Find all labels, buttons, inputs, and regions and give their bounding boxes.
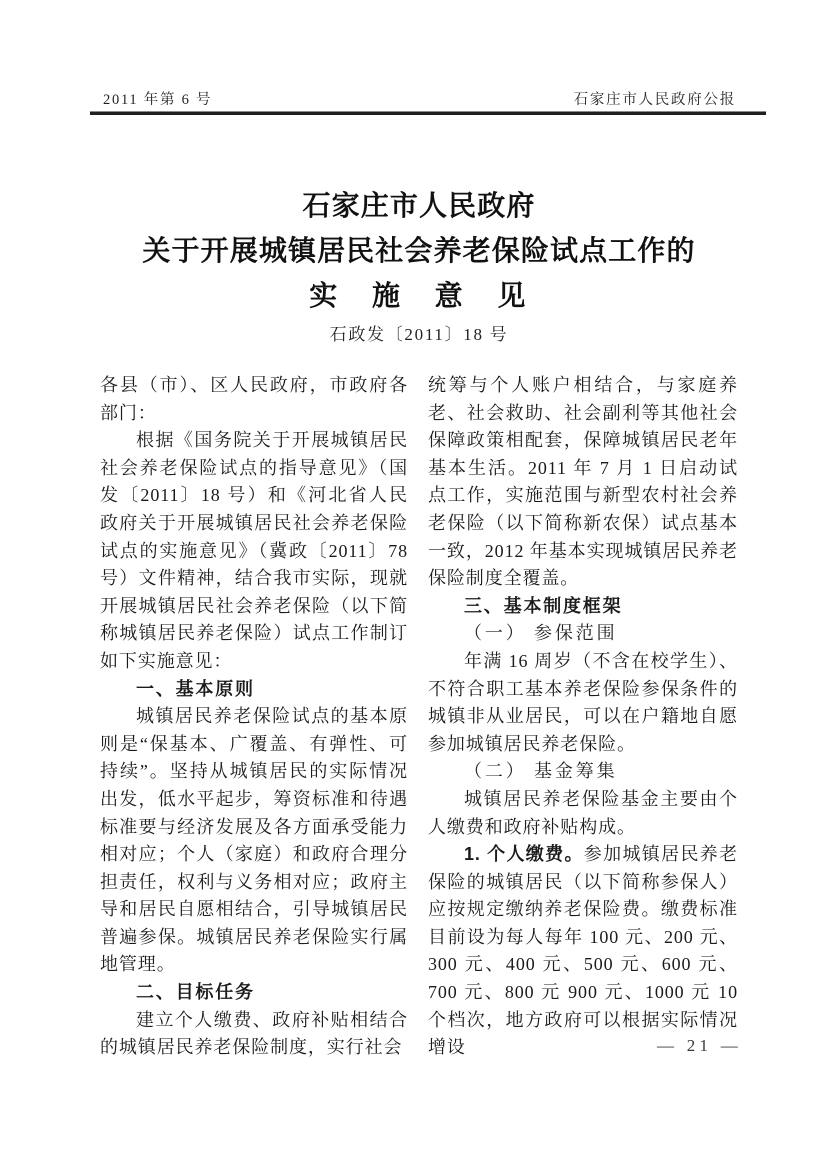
title-line-subject: 关于开展城镇居民社会养老保险试点工作的	[142, 236, 696, 267]
page-header	[103, 88, 736, 109]
text-column-right	[428, 372, 738, 1062]
paragraph: 城镇居民养老保险基金主要由个人缴费和政府补贴构成。	[428, 788, 738, 837]
paragraph: 1. 个人缴费。参加城镇居民养老保险的城镇居民（以下简称参保人）应按规定缴纳养老保险费。缴费标准目前设为每人每年 100 元、200 元、300 元、400 元、500 元、600 元、700 元、800 元 900 元、1000 元 10 个档次，地方政府可以根据实际情况增设	[428, 844, 738, 1058]
header-rule	[90, 111, 766, 115]
paragraph: 城镇居民养老保险试点的基本原则是“保基本、广覆盖、有弹性、可持续”。坚持从城镇居民的实际情况出发，低水平起步，筹资标准和待遇标准要与经济发展及各方面承受能力相对应；个人（家庭）和政府合理分担责任，权利与义务相对应；政府主导和居民自愿相结合，引导城镇居民普遍参保。城镇居民养老保险实行属地管理。	[100, 706, 408, 975]
sub-section-heading: （一） 参保范围	[464, 623, 618, 644]
document-title	[100, 184, 738, 319]
section-heading: 三、基本制度框架	[464, 595, 623, 616]
paragraph: 根据《国务院关于开展城镇居民社会养老保险试点的指导意见》（国发〔2011〕18 号）和《河北省人民政府关于开展城镇居民社会养老保险试点的实施意见》（冀政〔2011〕78 号）文件精神，结合我市实际，现就开展城镇居民社会养老保险（以下简称城镇居民养老保险）试点工作制订如下实施意见：	[100, 430, 408, 671]
paragraph: 各县（市）、区人民政府，市政府各部门：	[100, 375, 408, 423]
header-issue-number: 2011 年第 6 号	[103, 92, 213, 108]
document-number: 石政发〔2011〕18 号	[329, 325, 509, 344]
title-line-authority: 石家庄市人民政府	[302, 191, 536, 222]
title-line-doctype: 实 施 意 见	[309, 281, 529, 312]
paragraph: 年满 16 周岁（不含在校学生）、不符合职工基本养老保险参保条件的城镇非从业居民，可以在户籍地自愿参加城镇居民养老保险。	[428, 650, 738, 754]
header-gazette-title: 石家庄市人民政府公报	[573, 92, 736, 108]
paragraph-lead: 1. 个人缴费。	[464, 844, 584, 865]
section-heading: 一、基本原则	[136, 678, 255, 699]
page-number: — 21 —	[657, 1036, 742, 1055]
paragraph: 建立个人缴费、政府补贴相结合的城镇居民养老保险制度，实行社会	[100, 1009, 408, 1058]
section-heading: 二、目标任务	[136, 982, 255, 1003]
sub-section-heading: （二） 基金筹集	[464, 761, 618, 782]
paragraph: 统筹与个人账户相结合，与家庭养老、社会救助、社会副利等其他社会保障政策相配套，保障城镇居民老年基本生活。2011 年 7 月 1 日启动试点工作，实施范围与新型农村社会养老保险（以下简称新农保）试点基本一致，2012 年基本实现城镇居民养老保险制度全覆盖。	[428, 375, 738, 589]
text-column-left	[100, 372, 408, 1062]
